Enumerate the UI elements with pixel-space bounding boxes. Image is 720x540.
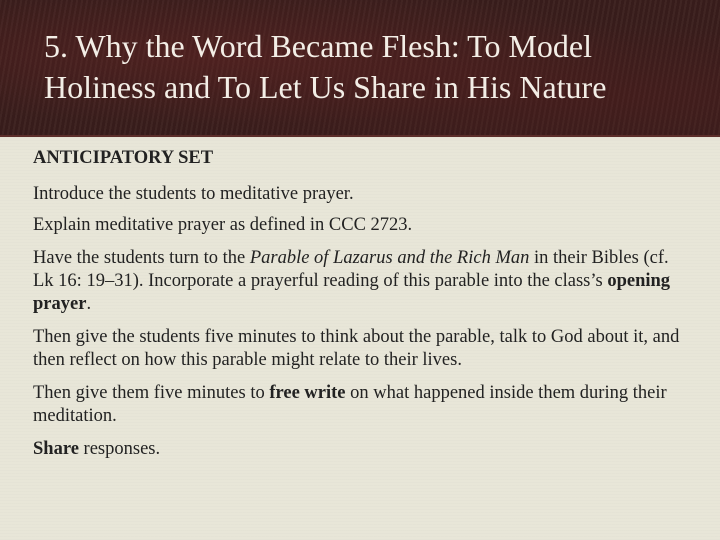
share-text: responses. — [78, 439, 161, 459]
paragraph-reflect: Then give the students five minutes to think about the parable, talk to God about it, and then reflect on how this parable might relate to their lives. — [33, 327, 680, 370]
slide-body — [33, 147, 693, 471]
free-write-text-end: on what happened inside them during their meditation. — [33, 383, 667, 426]
parable-title: Parable of Lazarus and the Rich Man — [249, 248, 530, 268]
free-write-term: free write — [269, 383, 346, 403]
title-bar — [0, 0, 720, 137]
paragraph-free-write — [33, 382, 693, 428]
section-heading: ANTICIPATORY SET — [33, 148, 214, 168]
slide-title: 5. Why the Word Became Flesh: To Model Holiness and To Let Us Share in His Nature — [44, 28, 607, 105]
paragraph-intro: Introduce the students to meditative prayer. — [33, 184, 354, 204]
paragraph-parable — [33, 247, 693, 316]
opening-prayer-term: opening prayer — [33, 271, 671, 314]
share-term: Share — [33, 439, 79, 459]
paragraph-share — [33, 438, 693, 461]
parable-text-start: Have the students turn to the — [33, 248, 250, 268]
parable-text-middle: in their Bibles (cf. Lk 16: 19–31). Incorporate a prayerful reading of this parable into the class’s — [33, 248, 669, 291]
free-write-text-start: Then give them five minutes to — [33, 383, 270, 403]
paragraph-explain: Explain meditative prayer as defined in CCC 2723. — [33, 215, 413, 235]
parable-text-end: . — [86, 294, 92, 314]
